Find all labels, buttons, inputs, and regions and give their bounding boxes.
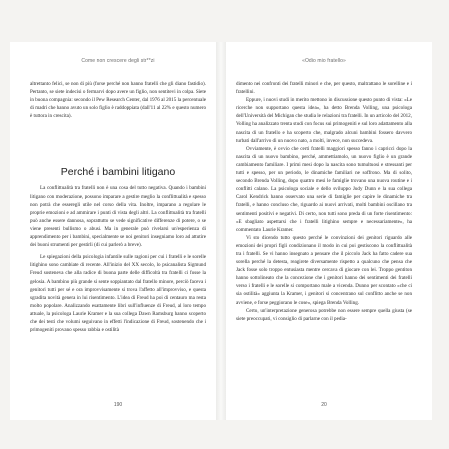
paragraph: La conflittualità tra fratelli non è una cosa del tutto negativa. Quando i bambini litigano con moderazione, possono imparare a gestire meglio la conflittualità e spesso non potrà che esseregli utile nel corso della vita. Inoltre, imparano a regolare le proprie emozioni e ad ammirare i punti di vista degli altri. La conflittualità tra fratelli può anche essere dannosa, soprattutto se vede significative differenze di potere, o se viene presenti bullismo o abusi. Ma in generale può rivelarsi un'esperienza di apprendimento per i bambini, specialmente se noi genitori insegniamo loro ad attutire dei buoni strumenti per gestirli (di cui parlerò a breve). <box>30 185 206 249</box>
gutter <box>216 42 226 420</box>
section-title: Perché i bambini litigano <box>60 166 176 179</box>
right-page <box>226 42 432 420</box>
section <box>30 166 206 334</box>
paragraph: Vi sto dicendo tutto questo perché le convinzioni dei genitori riguardo alle emozioni dei propri figli condizionano il modo in cui poi gestiscono la conflittualità tra i fratelli. Se vi hanno insegnato a pensare che il piccolo Jack ha fatto cadere sua sorella perché la detesta, reagirete diversamente rispetto a qualcuno che pensa che Jack fosse solo troppo entusiasta mentre cercava di giocare con lei. Troppo gentiton hanno sottolineato che la concezione che i genitori hanno dei sentimenti dei fratelli verso i fratelli e le sorelle si comportano male a vicenda. Dunno per scontato «che ci sia ostilità» aggiunta la Kramer, i genitori si concentrano sul conflitto anche se non avviene, e forse peggiorano le cose», spiega Brenda Volling. <box>236 234 412 306</box>
page-number: 20 <box>321 402 327 408</box>
body-text <box>236 80 412 323</box>
left-page <box>10 42 216 420</box>
intro-text <box>30 80 206 120</box>
page-number: 190 <box>113 402 123 408</box>
paragraph: Ovviamente, è ovvio che certi fratelli maggiori spesso fanno i capricci dopo la nascita di un nuovo bambino, perché, ammettiamolo, un nuovo figlio è un grande cambiamento familiare. I primi mesi dopo la nascita sono tumultuosi e stressanti per tutti e spesso, per un periodo, le dinamiche familiari ne soffrono. Ma di solito, secondo Brenda Volling, dopo quattro mesi le famiglie trovano una nuova routine e i conflitti calano. La psicologa sociale e dello sviluppo Judy Dunn e la sua collega Carol Kendrick hanno osservato una serie di famiglie per capire le dinamiche tra fratelli, e hanno concluso che, riguardo ai nuovi arrivati, molti bambini oscillano tra sentimenti positivi e negativi. Di certo, non tutti sono preda di un forte risentimento: «E sbagliato aspettarsi che i fratelli litighino sempre e necessariamente», ha commentato Laurie Kramer. <box>236 145 412 233</box>
running-head: Come non crescere degli str**zi <box>81 58 155 64</box>
paragraph: Eppure, i nuovi studi in merito mettono in discussione questo punto di vista: «Le ricerche non supportano questa idea», ha detto Brenda Volling, una psicologa dell'Università del Michigan che studia le relazioni tra fratelli. In un articolo del 2012, Volling ha analizzato trenta studi con focus sui primogeniti e sul loro adattamento alla nascita di un fratello e ha scoperto che, malgrado alcuni bambini fossero davvero turbati dall'arrivo di un nuovo nato, a molti, invece, non succedeva. <box>236 97 412 144</box>
paragraph: Certo, un'interpretazione generosa potrebbe non essere sempre quella giusta (se siete preoccupati, vi consiglio di parlarne con il pedia- <box>236 307 412 322</box>
paragraph: dimento nei confronti dei fratelli minori e che, per questo, maltrattano le sorelline e i fratellini. <box>236 81 412 96</box>
running-head: «Odio mio fratello» <box>302 58 346 64</box>
paragraph: Le spiegazioni della psicologia infantile sulle ragioni per cui i fratelli e le sorelle litighino sono cambiate di recente. All'inizio del XX secolo, lo psicanalista Sigmund Freud sosteneva che alla radice di buona parte delle difficoltà tra fratelli ci fosse la gelosia. A bambino più grande si sente soppiantato dal fratello minore, perciò faceva i genitori tutti per sé e ora improvvisamente si trova l'affetto all'improvviso, e questa sgradita novità genera in lui risentimento. L'idea di Freud ha poi di centauro ma resta molto popolare. Analizzando esattamente libri sull'influenze di Freud, al loro tempo attuale, la psicologa Laurie Kramer e la sua collega Dawn Ramsburg hanno scoperto che dei testi che volumi seguivano in effetti l'indicazione di Freud, sostenendo che i primogeniti provano spesso rabbia e ostilità <box>30 254 206 334</box>
paragraph: altrettanto felici, se non di più (forse perché non hanno fratelli che gli diano fastidio). Pertanto, se siete indecisi o fermarvi dopo avere un figlio, non sentitevi in colpa. Siete in buona compagnia: secondo il Pew Research Center, dal 1976 al 2015 la percentuale di madri che hanno avuto un solo figlio è raddoppiata (dall'11 al 22% e questo numero è tuttora in crescita). <box>30 81 206 120</box>
